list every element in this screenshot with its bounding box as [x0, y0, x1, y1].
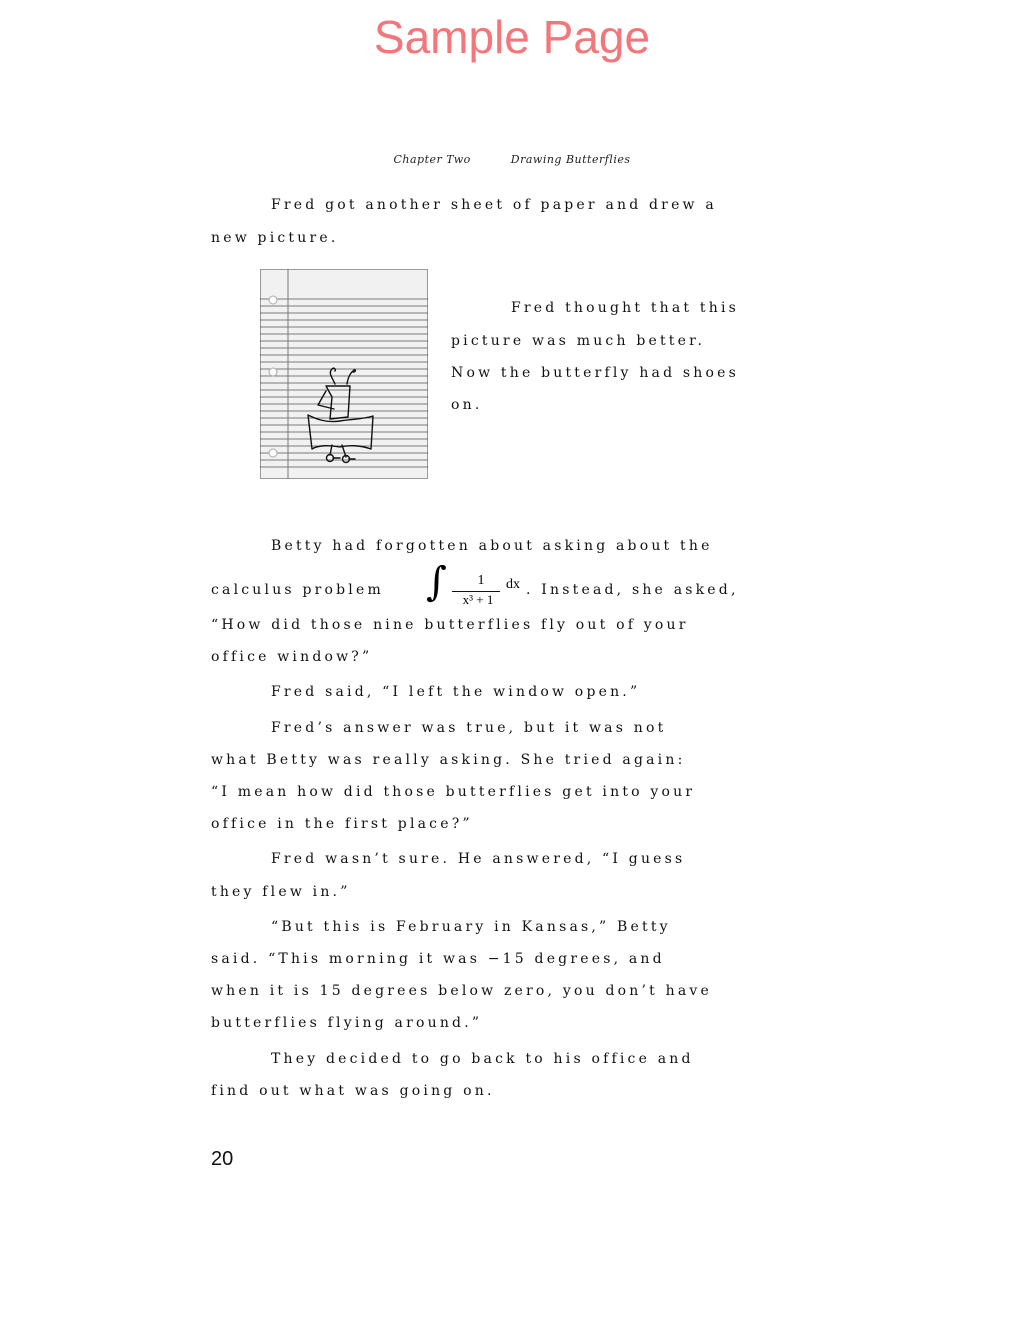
text-line: on. [451, 397, 483, 413]
fraction-numerator: 1 [477, 573, 485, 588]
text-line: Fred said, “I left the window open.” [271, 684, 641, 700]
text-line: . Instead, she asked, [526, 582, 739, 598]
text-line: They decided to go back to his office and [271, 1051, 694, 1067]
chapter-title: Drawing Butterflies [510, 153, 631, 166]
sample-page-watermark: Sample Page [373, 11, 651, 63]
text-line: find out what was going on. [211, 1083, 495, 1099]
text-line: Fred got another sheet of paper and drew a [271, 197, 717, 213]
text-line: office in the first place?” [211, 816, 473, 832]
integral-sign-icon: ∫ [426, 559, 447, 605]
text-line: picture was much better. [451, 333, 706, 349]
text-line: Fred’s answer was true, but it was not [271, 720, 667, 736]
text-line: “How did those nine butterflies fly out of your [211, 617, 689, 633]
text-line: they flew in.” [211, 884, 351, 900]
text-line: Fred thought that this [511, 300, 740, 316]
text-line: said. “This morning it was −15 degrees, and [211, 951, 665, 967]
differential: dx [506, 577, 520, 592]
butterfly-drawing-image [260, 269, 428, 479]
chapter-label: Chapter Two [393, 153, 471, 166]
text-line: “But this is February in Kansas,” Betty [271, 919, 671, 935]
text-line: office window?” [211, 649, 373, 665]
text-line: what Betty was really asking. She tried again: [211, 752, 686, 768]
text-line: when it is 15 degrees below zero, you don’t have [211, 983, 712, 999]
text-line: calculus problem [211, 582, 384, 598]
text-line: “I mean how did those butterflies get into your [211, 784, 696, 800]
fraction-denominator: x³ + 1 [462, 592, 494, 607]
text-line: Fred wasn’t sure. He answered, “I guess [271, 851, 686, 867]
text-line: Betty had forgotten about asking about the [271, 538, 713, 554]
text-line: butterflies flying around.” [211, 1015, 483, 1031]
text-line: Now the butterfly had shoes [451, 365, 739, 381]
text-line: new picture. [211, 230, 339, 246]
running-head [0, 153, 1024, 166]
page-number: 20 [211, 1148, 234, 1170]
